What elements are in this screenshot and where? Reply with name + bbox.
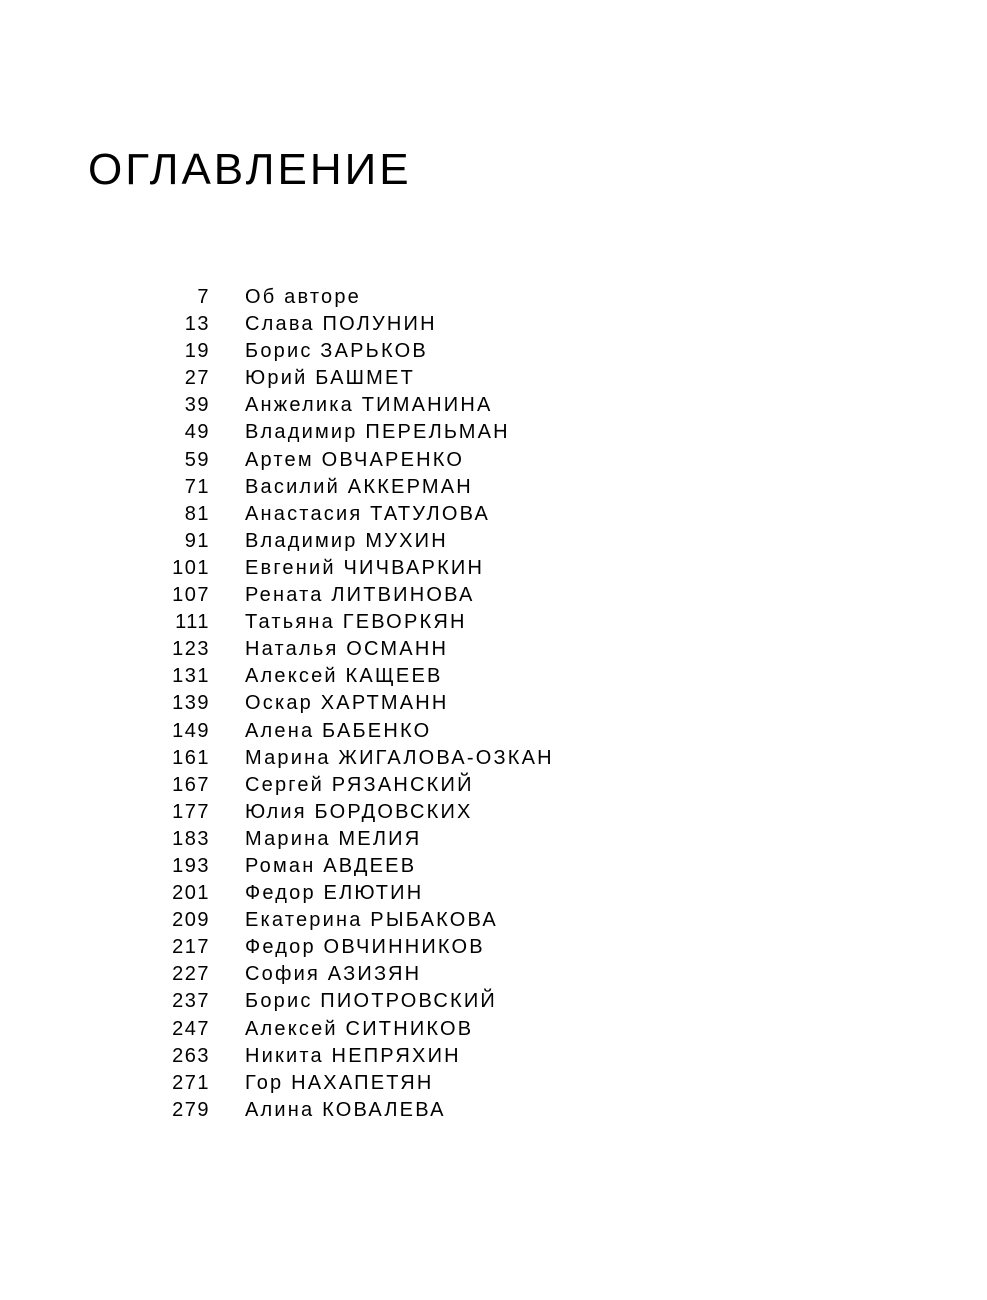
toc-page-number: 81 (184, 502, 210, 525)
toc-entry-title: Екатерина РЫБАКОВА (245, 909, 498, 932)
toc-page-number: 237 (172, 990, 210, 1013)
toc-entry-title: Юлия БОРДОВСКИХ (245, 800, 473, 823)
toc-entry-title: Федор ЕЛЮТИН (245, 882, 424, 905)
toc-page-number: 107 (172, 584, 210, 607)
toc-page-number: 39 (184, 394, 210, 417)
toc-page-number: 19 (184, 340, 210, 363)
toc-entry-title: Гор НАХАПЕТЯН (245, 1071, 434, 1094)
toc-entry (150, 1016, 554, 1043)
toc-entry-title: Оскар ХАРТМАНН (245, 692, 449, 715)
table-of-contents (150, 284, 554, 1124)
toc-page-number: 49 (184, 421, 210, 444)
toc-page-number: 217 (172, 936, 210, 959)
toc-page-number: 167 (172, 773, 210, 796)
toc-entry-title: Рената ЛИТВИНОВА (245, 584, 475, 607)
toc-page-number: 227 (172, 963, 210, 986)
toc-entry-title: Алексей СИТНИКОВ (245, 1017, 474, 1040)
toc-entry-title: Наталья ОСМАНН (245, 638, 449, 661)
toc-entry-title: Алина КОВАЛЕВА (245, 1098, 446, 1121)
toc-entry (150, 582, 554, 609)
toc-entry-title: Василий АККЕРМАН (245, 475, 473, 498)
toc-entry-title: Сергей РЯЗАНСКИЙ (245, 773, 474, 796)
toc-entry-title: Артем ОВЧАРЕНКО (245, 448, 465, 471)
toc-entry (150, 365, 554, 392)
toc-entry-title: Об авторе (245, 286, 361, 308)
toc-entry (150, 690, 554, 717)
toc-page-number: 263 (172, 1044, 210, 1067)
toc-entry (150, 853, 554, 880)
toc-page-number: 149 (172, 719, 210, 742)
toc-page-number: 131 (172, 665, 210, 688)
toc-entry (150, 880, 554, 907)
toc-page-number: 201 (172, 882, 210, 905)
toc-page-number: 279 (172, 1098, 210, 1121)
toc-entry-title: Евгений ЧИЧВАРКИН (245, 556, 485, 579)
toc-entry (150, 447, 554, 474)
toc-entry (150, 501, 554, 528)
toc-page-number: 193 (172, 854, 210, 877)
toc-page-number: 183 (172, 827, 210, 850)
toc-entry-title: София АЗИЗЯН (245, 963, 422, 986)
toc-entry-title: Федор ОВЧИННИКОВ (245, 936, 485, 959)
toc-entry-title: Никита НЕПРЯХИН (245, 1044, 461, 1067)
toc-page-number: 59 (184, 448, 210, 471)
toc-entry-title: Владимир ПЕРЕЛЬМАН (245, 421, 510, 444)
toc-entry (150, 907, 554, 934)
toc-page-number: 91 (184, 529, 210, 552)
toc-entry-title: Анастасия ТАТУЛОВА (245, 502, 491, 525)
toc-entry (150, 772, 554, 799)
toc-entry-title: Анжелика ТИМАНИНА (245, 394, 493, 417)
toc-page-number: 123 (172, 638, 210, 661)
toc-entry (150, 284, 554, 311)
toc-entry (150, 745, 554, 772)
toc-entry (150, 1070, 554, 1097)
toc-page-number: 101 (172, 556, 210, 579)
toc-page-number: 177 (172, 800, 210, 823)
toc-entry (150, 528, 554, 555)
toc-entry-title: Марина МЕЛИЯ (245, 827, 422, 850)
toc-entry (150, 1097, 554, 1124)
page-title: ОГЛАВЛЕНИЕ (88, 145, 412, 194)
toc-entry (150, 799, 554, 826)
toc-entry (150, 718, 554, 745)
toc-entry (150, 663, 554, 690)
toc-entry-title: Владимир МУХИН (245, 529, 448, 552)
toc-entry-title: Роман АВДЕЕВ (245, 854, 417, 877)
toc-entry-title: Марина ЖИГАЛОВА-ОЗКАН (245, 746, 554, 769)
toc-entry (150, 1043, 554, 1070)
toc-entry (150, 392, 554, 419)
toc-page-number: 209 (172, 909, 210, 932)
toc-page-number: 111 (175, 611, 210, 634)
toc-page-number: 27 (184, 367, 210, 390)
toc-entry-title: Юрий БАШМЕТ (245, 367, 416, 390)
toc-entry-title: Слава ПОЛУНИН (245, 313, 437, 336)
toc-page-number: 139 (172, 692, 210, 715)
toc-entry (150, 555, 554, 582)
toc-entry (150, 338, 554, 365)
toc-page-number: 247 (172, 1017, 210, 1040)
toc-entry (150, 311, 554, 338)
toc-entry (150, 419, 554, 446)
toc-entry (150, 961, 554, 988)
toc-entry-title: Борис ЗАРЬКОВ (245, 340, 428, 363)
toc-entry (150, 474, 554, 501)
toc-page-number: 71 (184, 475, 210, 498)
toc-page-number: 13 (184, 313, 210, 336)
toc-page-number: 271 (172, 1071, 210, 1094)
toc-entry (150, 988, 554, 1015)
toc-entry (150, 636, 554, 663)
toc-entry (150, 826, 554, 853)
toc-page-number: 7 (197, 286, 210, 308)
toc-entry-title: Татьяна ГЕВОРКЯН (245, 611, 467, 634)
toc-entry-title: Борис ПИОТРОВСКИЙ (245, 990, 497, 1013)
toc-entry-title: Алексей КАЩЕЕВ (245, 665, 443, 688)
toc-page-number: 161 (172, 746, 210, 769)
toc-entry (150, 934, 554, 961)
toc-entry (150, 609, 554, 636)
toc-entry-title: Алена БАБЕНКО (245, 719, 432, 742)
